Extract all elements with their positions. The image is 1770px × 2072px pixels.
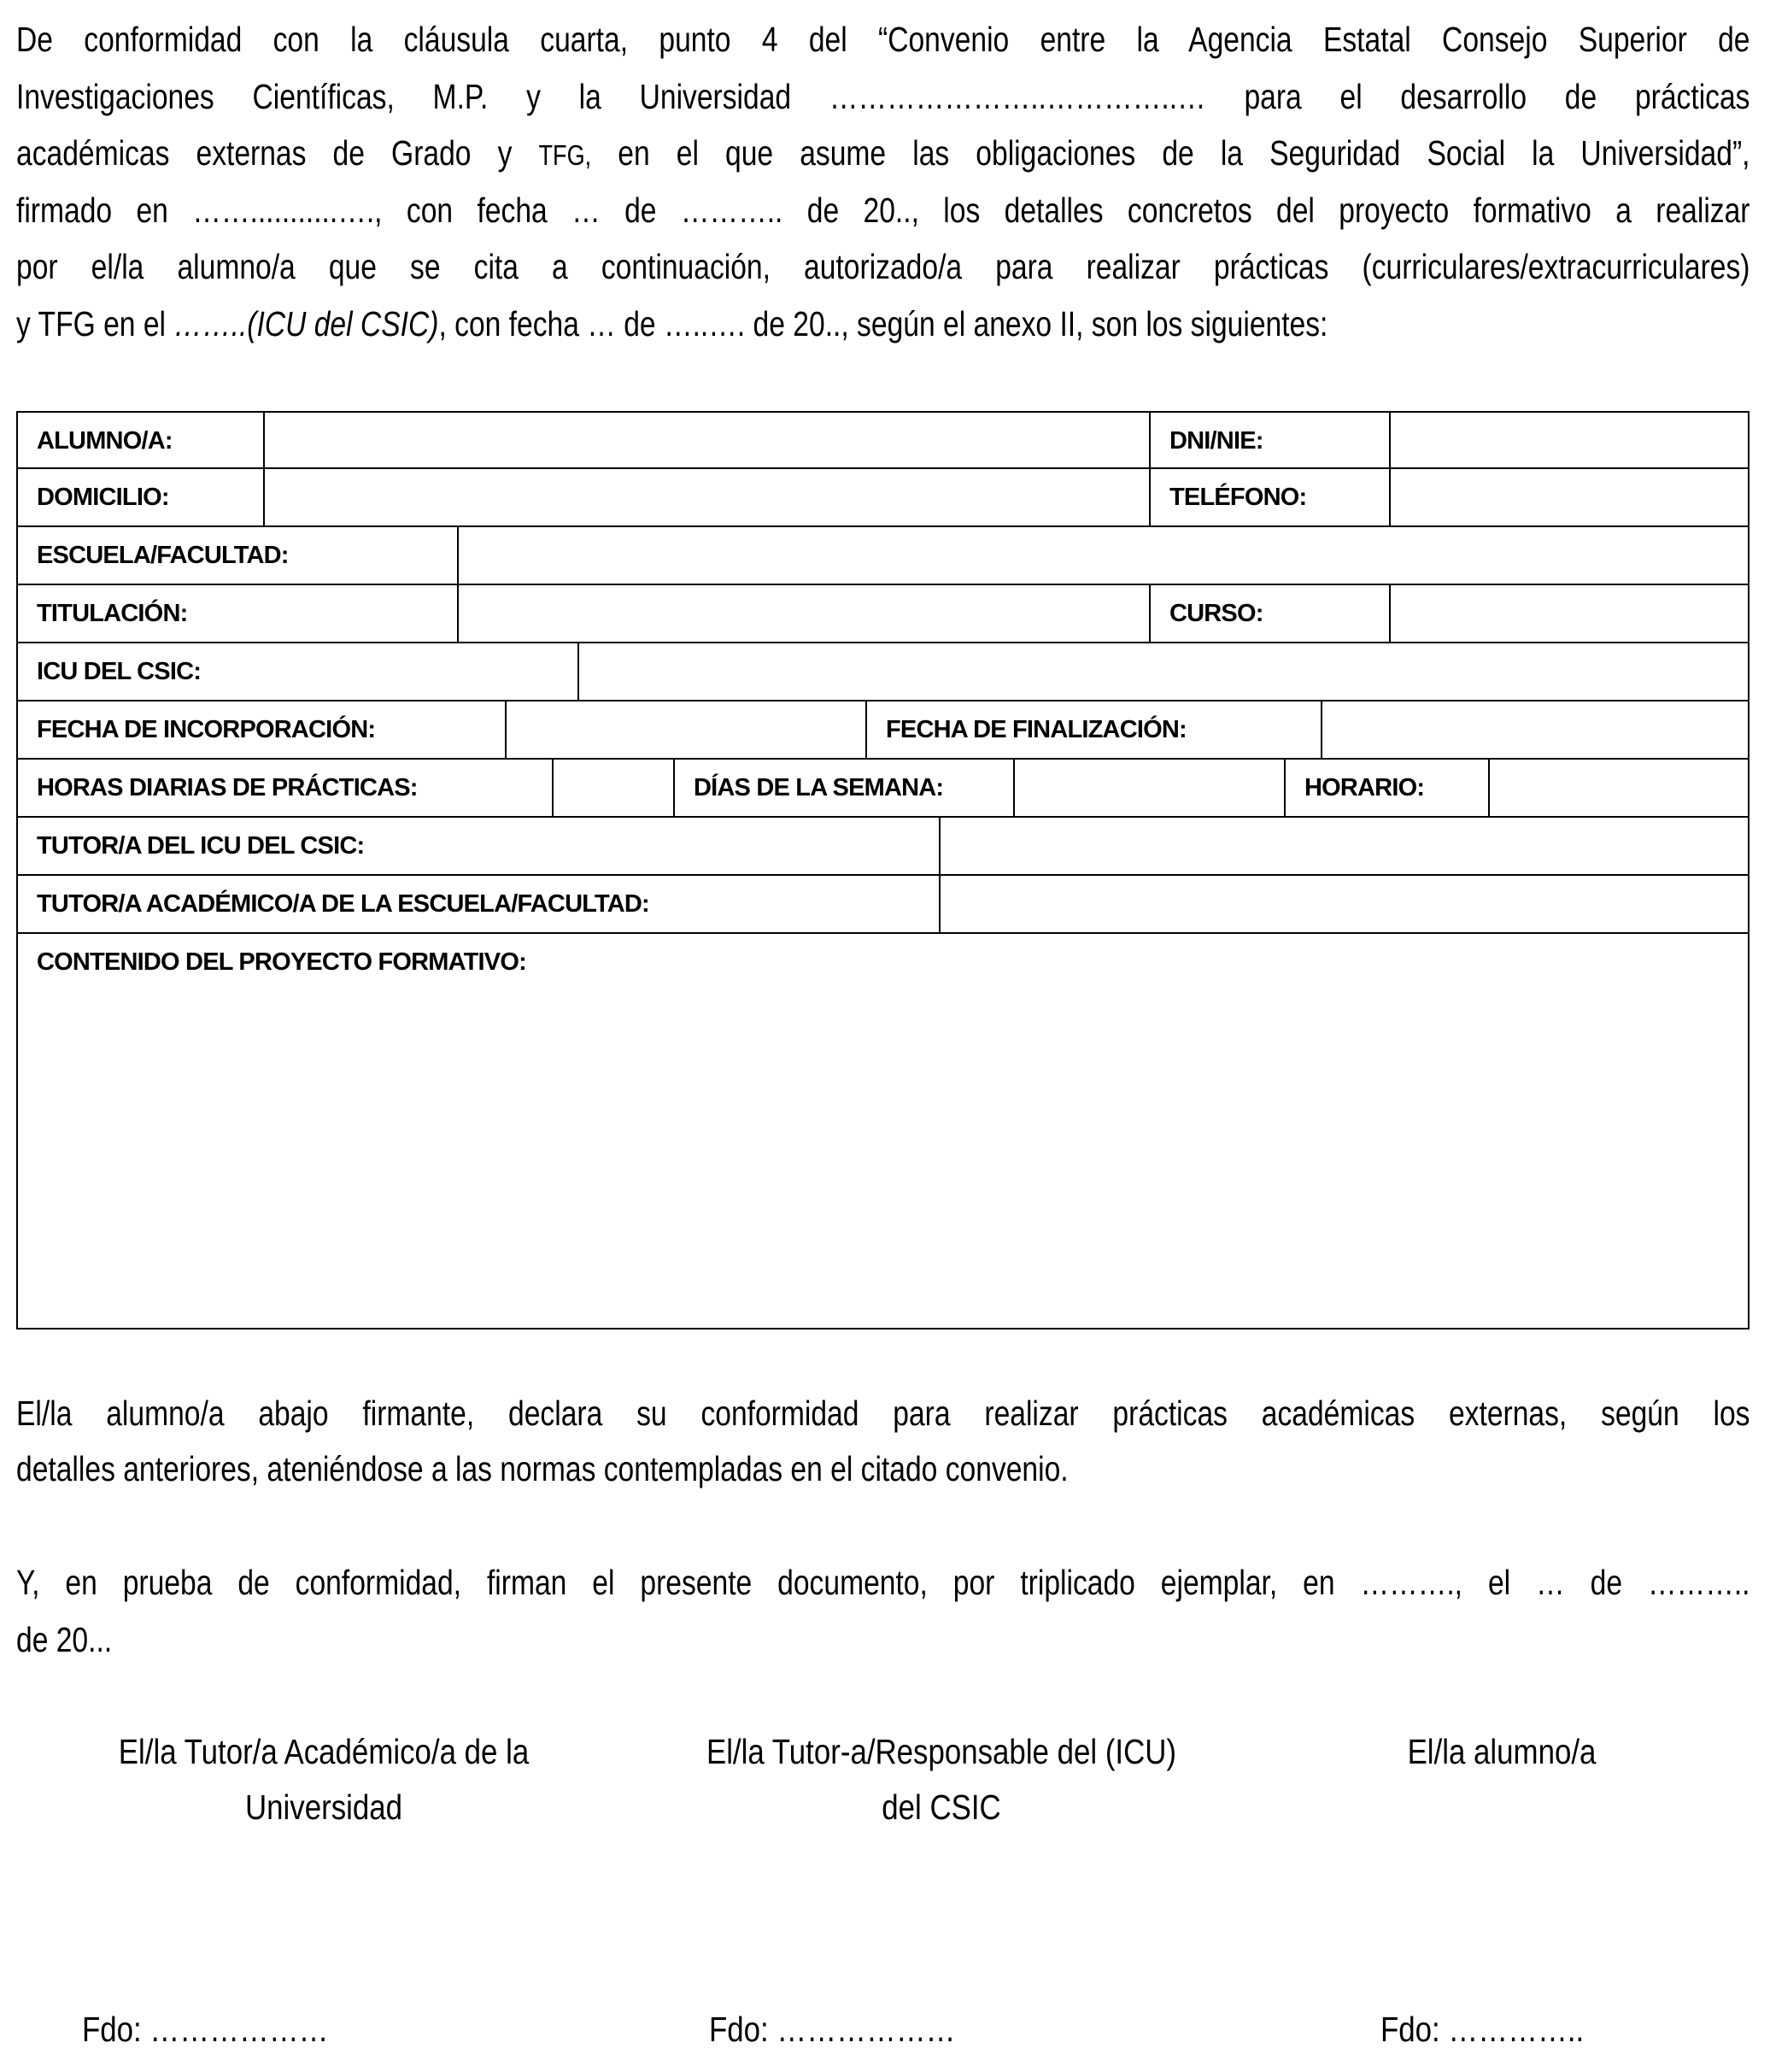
- label-cell: [1284, 758, 1488, 816]
- text: en el que asume las obligaciones de la Seguridad Social la Universidad”,: [618, 133, 1750, 173]
- icu-field[interactable]: [577, 642, 1749, 700]
- domicilio-label: DOMICILIO:: [37, 484, 169, 511]
- telefono-label: TELÉFONO:: [1169, 484, 1307, 511]
- text: y TFG en el: [16, 304, 174, 343]
- dias-field[interactable]: [1013, 758, 1284, 816]
- label-cell: [1149, 411, 1389, 467]
- text: , con fecha … de …..…. de 20.., según el anexo II, son los siguientes:: [438, 304, 1328, 343]
- text: ……..(ICU del CSIC): [173, 304, 439, 343]
- intro-line: [16, 302, 1750, 345]
- fecha-finalizacion-field[interactable]: [1321, 700, 1749, 758]
- label-cell: [16, 584, 457, 642]
- curso-field[interactable]: [1389, 584, 1749, 642]
- tutor-icu-label: TUTOR/A DEL ICU DEL CSIC:: [37, 832, 365, 860]
- signature-title: El/la Tutor-a/Responsable del (ICU): [706, 1732, 1177, 1771]
- label-cell: [16, 642, 577, 700]
- label-cell: [1149, 467, 1389, 525]
- text: académicas externas de Grado y: [16, 133, 513, 173]
- intro-line: Investigaciones Científicas, M.P. y la Universidad …………………..…………..… para el desarrollo de prácticas: [16, 77, 1750, 116]
- signature-title: del CSIC: [882, 1787, 1001, 1827]
- label-cell: [16, 525, 457, 584]
- signature-title: Universidad: [244, 1787, 403, 1827]
- label-cell: [16, 467, 263, 525]
- label-cell: [16, 874, 939, 932]
- horario-label: HORARIO:: [1304, 774, 1425, 801]
- tutor-academico-field[interactable]: [939, 874, 1749, 932]
- label-cell: [16, 816, 939, 874]
- declaration-line: El/la alumno/a abajo firmante, declara su conformidad para realizar prácticas académicas externas, según los: [16, 1394, 1750, 1433]
- telefono-field[interactable]: [1389, 467, 1749, 525]
- intro-line: por el/la alumno/a que se cita a continuación, autorizado/a para realizar prácticas (curriculares/extracurriculares): [16, 247, 1750, 286]
- label-cell: [16, 411, 263, 467]
- escuela-label: ESCUELA/FACULTAD:: [37, 542, 289, 569]
- horario-field[interactable]: [1488, 758, 1749, 816]
- intro-line: [16, 132, 1750, 177]
- tutor-icu-field[interactable]: [939, 816, 1749, 874]
- contenido-field[interactable]: [16, 932, 1749, 1329]
- label-cell: [16, 700, 505, 758]
- label-cell: [16, 758, 552, 816]
- tutor-academico-label: TUTOR/A ACADÉMICO/A DE LA ESCUELA/FACULTAD:: [37, 890, 649, 918]
- titulacion-field[interactable]: [457, 584, 1149, 642]
- signature-title: El/la Tutor/a Académico/a de la: [118, 1732, 530, 1771]
- contenido-label: CONTENIDO DEL PROYECTO FORMATIVO:: [37, 948, 526, 976]
- horas-field[interactable]: [552, 758, 673, 816]
- curso-label: CURSO:: [1169, 600, 1263, 627]
- horas-label: HORAS DIARIAS DE PRÁCTICAS:: [37, 774, 418, 801]
- signature-csic-tutor: [688, 1724, 1196, 1835]
- escuela-field[interactable]: [457, 525, 1749, 584]
- signature-line: Fdo: …………..: [1380, 2010, 1585, 2049]
- fecha-incorporacion-field[interactable]: [505, 700, 865, 758]
- alumno-label: ALUMNO/A:: [37, 427, 173, 455]
- dni-label: DNI/NIE:: [1169, 427, 1263, 455]
- icu-label: ICU DEL CSIC:: [37, 658, 202, 685]
- declaration-line: detalles anteriores, ateniéndose a las normas contempladas en el citado convenio.: [16, 1449, 1069, 1488]
- dni-field[interactable]: [1389, 411, 1749, 467]
- fecha-finalizacion-label: FECHA DE FINALIZACIÓN:: [886, 716, 1187, 743]
- intro-line: De conformidad con la cláusula cuarta, punto 4 del “Convenio entre la Agencia Estatal Consejo Superior de: [16, 20, 1750, 59]
- conformity-line: de 20...: [16, 1620, 113, 1659]
- fecha-incorporacion-label: FECHA DE INCORPORACIÓN:: [37, 716, 376, 743]
- label-cell: [1149, 584, 1389, 642]
- conformity-line: Y, en prueba de conformidad, firman el presente documento, por triplicado ejemplar, en ………., el … de ………..: [16, 1563, 1750, 1602]
- signature-title: El/la alumno/a: [1407, 1732, 1597, 1771]
- dias-label: DÍAS DE LA SEMANA:: [694, 774, 944, 801]
- domicilio-field[interactable]: [263, 467, 1149, 525]
- alumno-field[interactable]: [263, 411, 1149, 467]
- intro-line: firmado en ……...........…., con fecha … de ……….. de 20.., los detalles concretos del proyecto formativo a realizar: [16, 191, 1750, 230]
- label-cell: [673, 758, 1013, 816]
- signature-line: Fdo: ………………: [82, 2010, 329, 2049]
- signature-line: Fdo: ………………: [709, 2010, 956, 2049]
- student-details-table: [16, 411, 1749, 1329]
- signature-student: [1284, 1724, 1720, 1780]
- signature-academic-tutor: [70, 1724, 578, 1835]
- label-cell: [865, 700, 1321, 758]
- text: TFG,: [538, 139, 592, 171]
- titulacion-label: TITULACIÓN:: [37, 600, 188, 627]
